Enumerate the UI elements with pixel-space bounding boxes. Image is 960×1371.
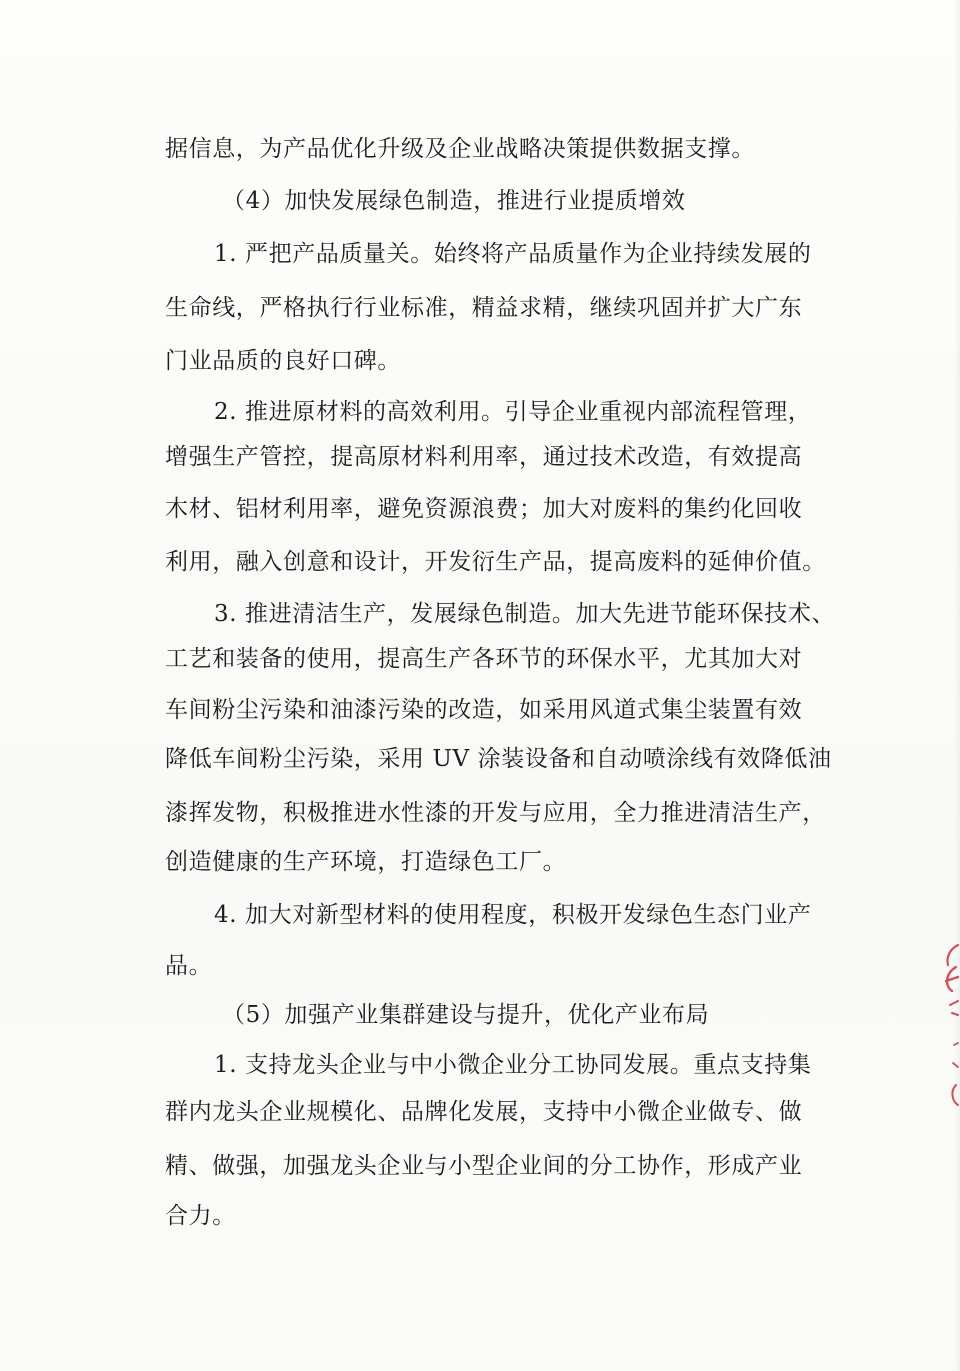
paragraph-line: 利用，融入创意和设计，开发衍生产品，提高废料的延伸价值。	[165, 549, 826, 575]
paragraph-line: 2. 推进原材料的高效利用。引导企业重视内部流程管理，	[214, 399, 812, 425]
paragraph-line: 4. 加大对新型材料的使用程度，积极开发绿色生态门业产	[214, 902, 812, 928]
paragraph-line: 降低车间粉尘污染，采用 UV 涂装设备和自动喷涂线有效降低油	[165, 746, 832, 772]
paragraph-line: 群内龙头企业规模化、品牌化发展，支持中小微企业做专、做	[165, 1099, 803, 1125]
paragraph-line: 生命线，严格执行行业标准，精益求精，继续巩固并扩大广东	[165, 295, 803, 321]
paragraph-line: 合力。	[165, 1203, 236, 1229]
paragraph-line: 品。	[165, 953, 213, 979]
paragraph-line: 车间粉尘污染和油漆污染的改造，如采用风道式集尘装置有效	[165, 697, 803, 723]
paragraph-line: 木材、铝材利用率，避免资源浪费；加大对废料的集约化回收	[165, 496, 803, 522]
paragraph-line: 据信息，为产品优化升级及企业战略决策提供数据支撑。	[165, 136, 755, 162]
paragraph-line: 增强生产管控，提高原材料利用率，通过技术改造，有效提高	[165, 444, 803, 470]
paragraph-line: 门业品质的良好口碑。	[165, 348, 401, 374]
paragraph-line: 漆挥发物，积极推进水性漆的开发与应用，全力推进清洁生产，	[165, 800, 826, 826]
paragraph-line: 精、做强，加强龙头企业与小型企业间的分工协作，形成产业	[165, 1153, 803, 1179]
paragraph-line: 工艺和装备的使用，提高生产各环节的环保水平，尤其加大对	[165, 646, 803, 672]
section-heading-5: （5）加强产业集群建设与提升，优化产业布局	[222, 1002, 710, 1028]
paragraph-line: 创造健康的生产环境，打造绿色工厂。	[165, 849, 567, 875]
section-heading-4: （4）加快发展绿色制造，推进行业提质增效	[222, 188, 686, 214]
paragraph-line: 1. 严把产品质量关。始终将产品质量作为企业持续发展的	[214, 241, 812, 267]
page-edge-shadow	[954, 0, 960, 1371]
paragraph-line: 3. 推进清洁生产，发展绿色制造。加大先进节能环保技术、	[214, 601, 836, 627]
paragraph-line: 1. 支持龙头企业与中小微企业分工协同发展。重点支持集	[214, 1052, 812, 1078]
